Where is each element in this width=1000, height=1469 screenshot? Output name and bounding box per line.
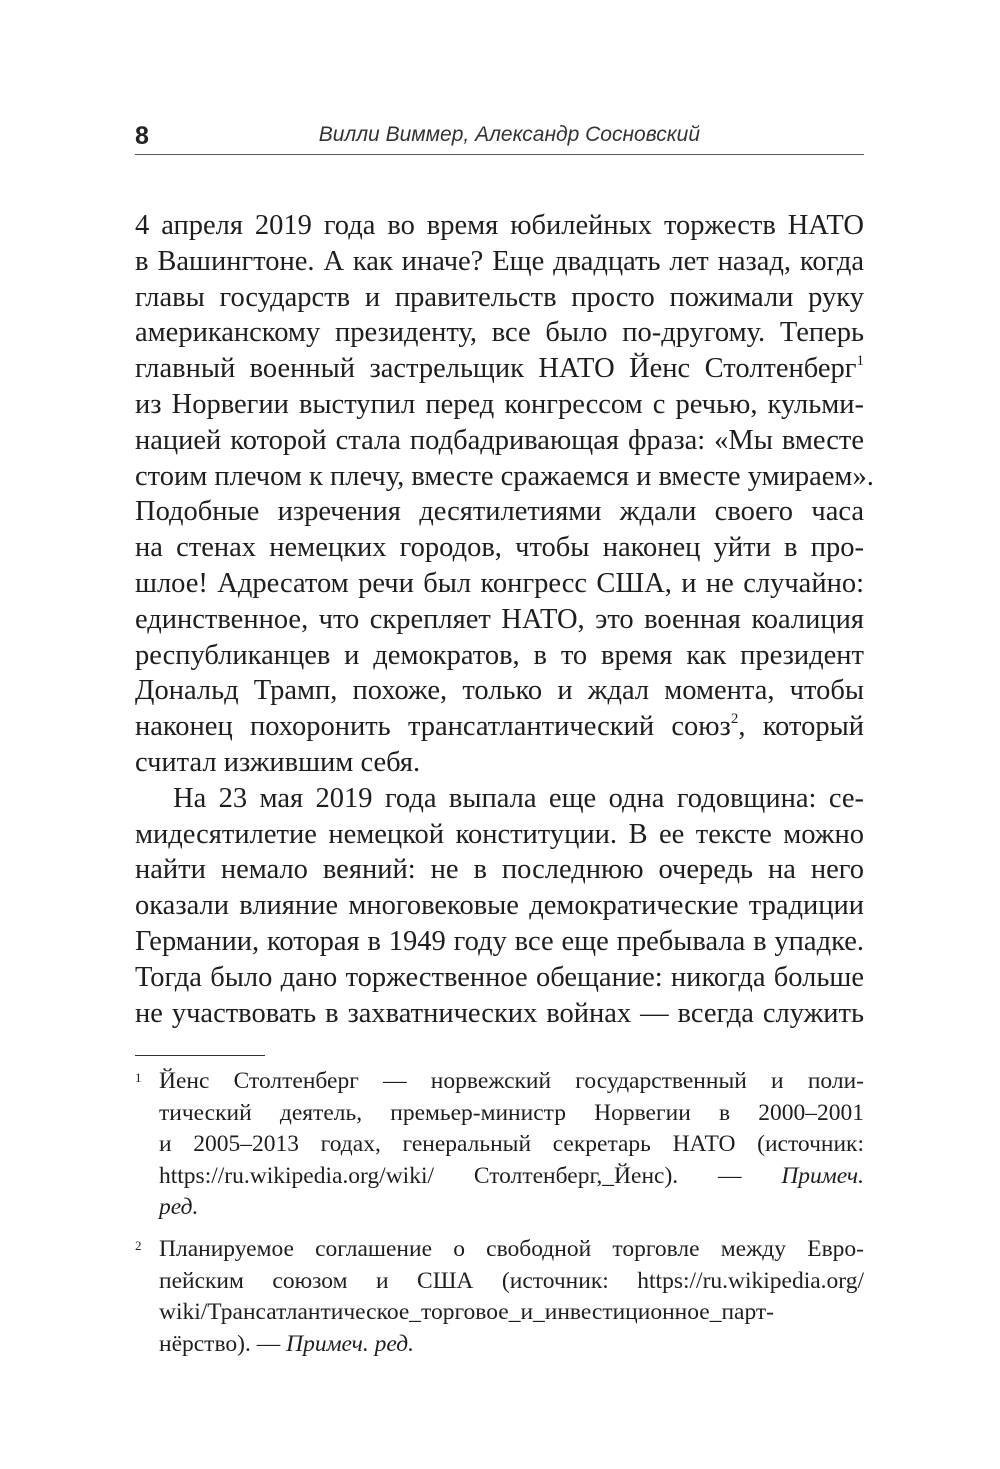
text-line: найти немало веяний: не в последнюю очередь на него (135, 854, 864, 886)
text-line: 4 апреля 2019 года во время юбилейных торжеств НАТО (135, 210, 864, 241)
footnotes (135, 1066, 864, 1370)
paragraph-1 (135, 208, 874, 781)
footnote-ref-1: 1 (856, 353, 864, 370)
text-line: шлое! Адресатом речи был конгресс США, и не случайно: (135, 567, 864, 599)
text-line: Подобные изречения десятилетиями ждали своего часа (135, 496, 864, 528)
footnote-line (159, 1161, 864, 1193)
text-fragment: https://ru.wikipedia.org/wiki/ Столтенберг,_Йенс). — (159, 1162, 782, 1189)
text-line: считал изжившим себя. (135, 746, 421, 778)
editor-note: ред. (159, 1194, 199, 1221)
editor-note: Примеч. (781, 1162, 864, 1189)
text-line: Тогда было дано торжественное обещание: никогда больше (135, 961, 864, 993)
text-line (135, 351, 864, 387)
text-line: американскому президенту, все было по-другому. Теперь (135, 317, 864, 349)
text-fragment: нёрство). — (159, 1330, 287, 1357)
text-line: Германии, которая в 1949 году все еще пребывала в упадке. (135, 925, 864, 957)
text-line: на стенах немецких городов, чтобы наконец уйти в про- (135, 532, 864, 564)
text-fragment: , который (738, 711, 864, 743)
text-line: не участвовать в захватнических войнах — всегда служить (135, 997, 864, 1029)
editor-note: Примеч. ред. (286, 1330, 415, 1357)
text-line: нацией которой стала подбадривающая фраза: «Мы вместе (135, 424, 864, 456)
main-text (135, 208, 874, 1031)
text-line: Дональд Трамп, похоже, только и ждал момента, чтобы (135, 675, 864, 707)
footnote-mark: 2 (135, 1237, 142, 1253)
text-line: стоим плечом к плечу, вместе сражаемся и вместе умираем». (135, 460, 874, 492)
paragraph-2 (135, 781, 864, 1032)
text-line (135, 709, 864, 745)
footnote-2 (135, 1234, 864, 1360)
footnote-ref-2: 2 (730, 711, 739, 728)
footnote-line: и 2005–2013 годах, генеральный секретарь НАТО (источник: (159, 1131, 864, 1158)
text-line: единственное, что скрепляет НАТО, это военная коалиция (135, 603, 864, 635)
footnote-line: Планируемое соглашение о свободной торговле между Евро- (159, 1235, 864, 1262)
text-fragment: наконец похоронить трансатлантический союз (135, 711, 731, 743)
footnote-line: wiki/Трансатлантическое_торговое_и_инвестиционное_парт- (159, 1299, 774, 1326)
footnote-1 (135, 1066, 864, 1224)
text-line: оказали влияние многовековые демократические традиции (135, 890, 864, 922)
text-line: На 23 мая 2019 года выпала еще одна годовщина: се- (173, 782, 864, 814)
text-line: из Норвегии выступил перед конгрессом с речью, кульми- (135, 388, 864, 420)
footnote-line: тический деятель, премьер-министр Норвегии в 2000–2001 (159, 1099, 864, 1126)
footnote-line (159, 1329, 864, 1361)
page-header (135, 118, 864, 155)
running-title: Вилли Виммер, Александр Сосновский (318, 123, 700, 146)
footnote-line: Йенс Столтенберг — норвежский государственный и поли- (159, 1068, 864, 1094)
page-number: 8 (135, 122, 149, 150)
text-fragment: главный военный застрельщик НАТО Йенс Столтенберг (135, 353, 857, 385)
text-line: республиканцев и демократов, в то время как президент (135, 639, 864, 671)
footnote-line: пейским союзом и США (источник: https://ru.wikipedia.org/ (159, 1267, 864, 1294)
footnote-mark: 1 (135, 1070, 142, 1085)
text-line: мидесятилетие немецкой конституции. В ее тексте можно (135, 818, 864, 850)
text-line: главы государств и правительств просто пожимали руку (135, 281, 864, 313)
footnote-divider (135, 1055, 265, 1056)
text-line: в Вашингтоне. А как иначе? Еще двадцать лет назад, когда (135, 245, 864, 277)
